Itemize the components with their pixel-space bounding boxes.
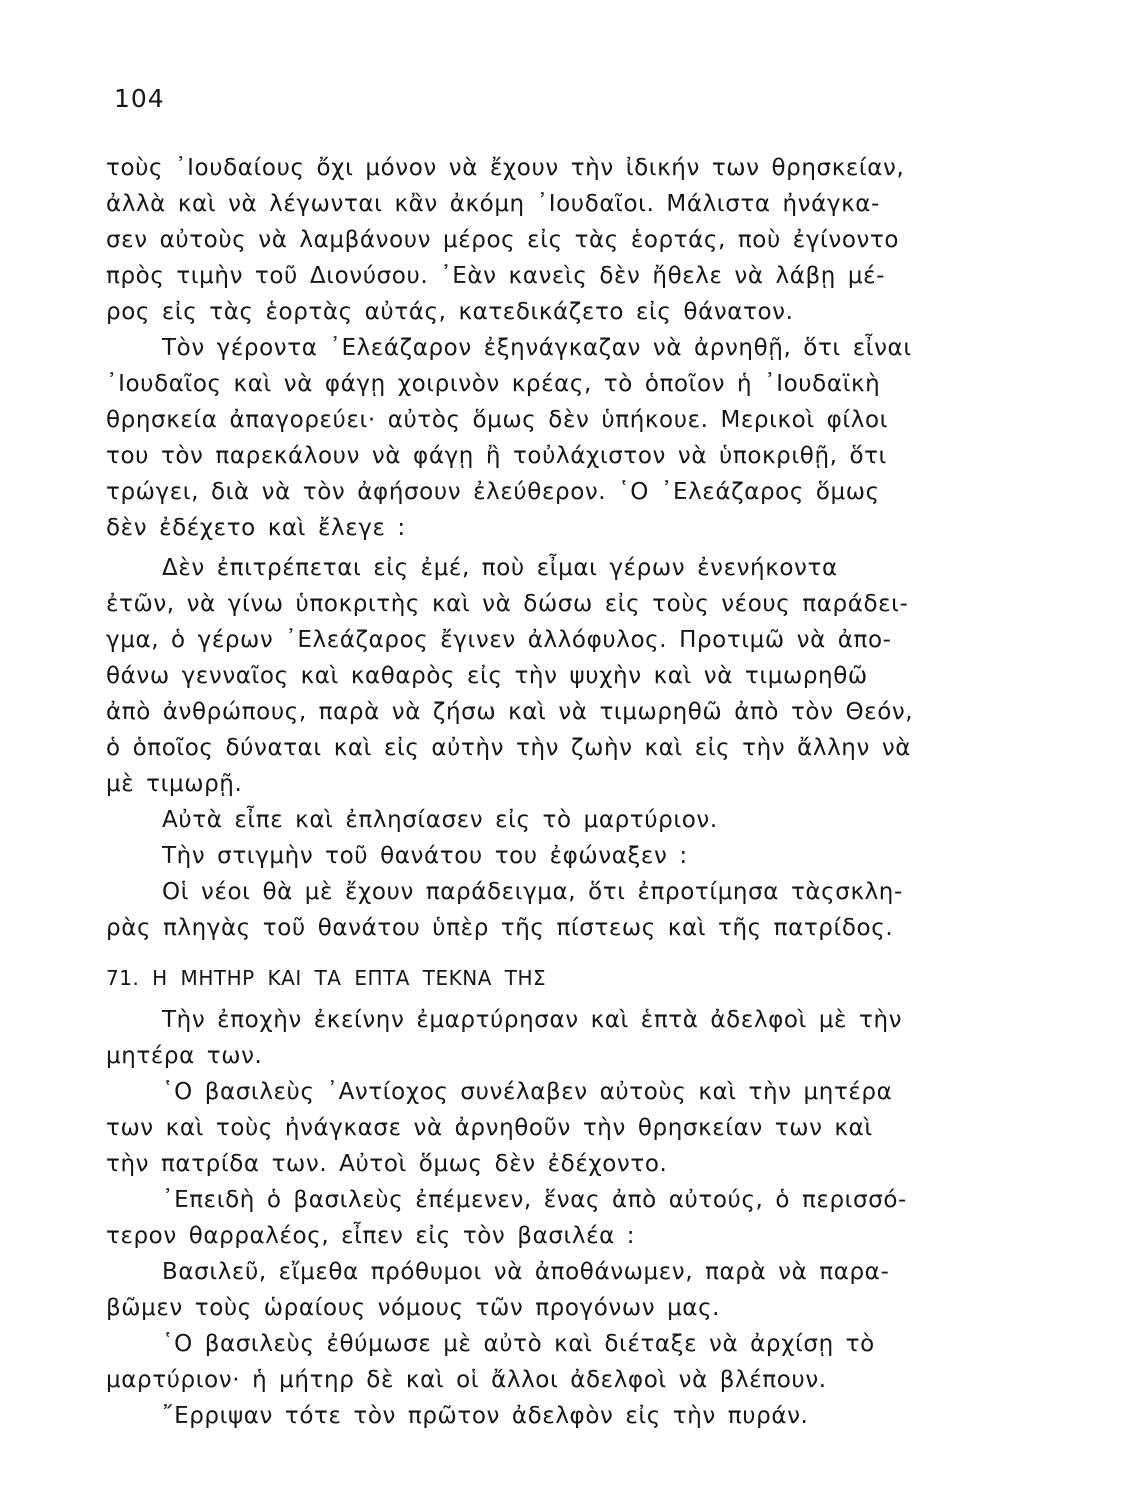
text-line: γμα, ὁ γέρων ᾿Ελεάζαρος ἔγινεν ἀλλόφυλος. Προτιμῶ νὰ ἀπο-	[106, 627, 892, 653]
paragraph	[106, 838, 1028, 874]
paragraph	[106, 1326, 1028, 1398]
text-line: θρησκεία ἀπαγορεύει· αὐτὸς ὅμως δὲν ὑπήκουε. Μερικοὶ φίλοι	[106, 407, 889, 433]
section-heading: 71. Η ΜΗΤΗΡ ΚΑΙ ΤΑ ΕΠΤΑ ΤΕΚΝΑ ΤΗΣ	[106, 966, 547, 990]
text-line: μαρτύριον· ἡ μήτηρ δὲ καὶ οἱ ἄλλοι ἀδελφοὶ νὰ βλέπουν.	[106, 1367, 827, 1393]
text-line: Βασιλεῦ, εἴμεθα πρόθυμοι νὰ ἀποθάνωμεν, παρὰ νὰ παρα-	[162, 1259, 890, 1285]
text-line: ᾿Ιουδαῖος καὶ νὰ φάγῃ χοιρινὸν κρέας, τὸ ὁποῖον ἡ ᾿Ιουδαϊκὴ	[106, 371, 881, 397]
text-line: τρώγει, διὰ νὰ τὸν ἀφήσουν ἐλεύθερον. ῾Ο ᾿Ελεάζαρος ὅμως	[106, 479, 880, 505]
paragraph	[106, 802, 1028, 838]
paragraph	[106, 1002, 1028, 1074]
text-line: μὲ τιμωρῇ.	[106, 771, 243, 797]
text-line: ὁ ὁποῖος δύναται καὶ εἰς αὐτὴν τὴν ζωὴν καὶ εἰς τὴν ἄλλην νὰ	[106, 735, 912, 761]
page-number: 104	[114, 84, 165, 113]
text-line: δὲν ἐδέχετο καὶ ἔλεγε :	[106, 515, 406, 541]
paragraph	[106, 874, 1028, 946]
text-line: ἀπὸ ἀνθρώπους, παρὰ νὰ ζήσω καὶ νὰ τιμωρηθῶ ἀπὸ τὸν Θεόν,	[106, 699, 914, 725]
text-line: σεν αὐτοὺς νὰ λαμβάνουν μέρος εἰς τὰς ἑορτάς, ποὺ ἐγίνοντο	[106, 227, 900, 253]
text-line: Τὴν στιγμὴν τοῦ θανάτου του ἐφώναξεν :	[162, 843, 688, 869]
text-line: ἐτῶν, νὰ γίνω ὑποκριτὴς καὶ νὰ δώσω εἰς τοὺς νέους παράδει-	[106, 591, 909, 617]
text-line: πρὸς τιμὴν τοῦ Διονύσου. ᾿Εὰν κανεὶς δὲν ἤθελε νὰ λάβῃ μέ-	[106, 263, 886, 289]
text-line: μητέρα των.	[106, 1043, 263, 1069]
text-line: ρὰς πληγὰς τοῦ θανάτου ὑπὲρ τῆς πίστεως καὶ τῆς πατρίδος.	[106, 915, 894, 941]
text-line: των καὶ τοὺς ἠνάγκασε νὰ ἀρνηθοῦν τὴν θρησκείαν των καὶ	[106, 1115, 873, 1141]
text-line: Τὸν γέροντα ᾿Ελεάζαρον ἐξηνάγκαζαν νὰ ἀρνηθῇ, ὅτι εἶναι	[162, 335, 912, 361]
paragraph	[106, 1182, 1028, 1254]
text-line: ῎Ερριψαν τότε τὸν πρῶτον ἀδελφὸν εἰς τὴν πυράν.	[162, 1403, 809, 1429]
body-text	[106, 150, 1028, 1434]
text-line: τοὺς ᾿Ιουδαίους ὄχι μόνον νὰ ἔχουν τὴν ἰδικήν των θρησκείαν,	[106, 155, 905, 181]
text-line: τὴν πατρίδα των. Αὐτοὶ ὅμως δὲν ἐδέχοντο.	[106, 1151, 668, 1177]
text-line: Αὐτὰ εἶπε καὶ ἐπλησίασεν εἰς τὸ μαρτύριον.	[162, 807, 718, 833]
text-line: του τὸν παρεκάλουν νὰ φάγῃ ἢ τοὐλάχιστον νὰ ὑποκριθῇ, ὅτι	[106, 443, 887, 469]
text-line: τερον θαρραλέος, εἶπεν εἰς τὸν βασιλέα :	[106, 1223, 636, 1249]
paragraph	[106, 150, 1028, 330]
text-line: Οἱ νέοι θὰ μὲ ἔχουν παράδειγμα, ὅτι ἐπροτίμησα τὰςσκλη-	[162, 879, 903, 905]
paragraph	[106, 1254, 1028, 1326]
paragraph	[106, 550, 1028, 802]
paragraph	[106, 330, 1028, 546]
text-line: ῾Ο βασιλεὺς ἐθύμωσε μὲ αὐτὸ καὶ διέταξε νὰ ἀρχίσῃ τὸ	[162, 1331, 875, 1357]
text-line: βῶμεν τοὺς ὡραίους νόμους τῶν προγόνων μας.	[106, 1295, 721, 1321]
text-line: ρος εἰς τὰς ἑορτὰς αὐτάς, κατεδικάζετο εἰς θάνατον.	[106, 299, 794, 325]
text-line: Τὴν ἐποχὴν ἐκείνην ἐμαρτύρησαν καὶ ἑπτὰ ἀδελφοὶ μὲ τὴν	[162, 1007, 903, 1033]
text-line: ᾿Επειδὴ ὁ βασιλεὺς ἐπέμενεν, ἕνας ἀπὸ αὐτούς, ὁ περισσό-	[162, 1187, 907, 1213]
paragraph	[106, 1074, 1028, 1182]
text-line: ῾Ο βασιλεὺς ᾿Αντίοχος συνέλαβεν αὐτοὺς καὶ τὴν μητέρα	[162, 1079, 893, 1105]
text-line: Δὲν ἐπιτρέπεται εἰς ἐμέ, ποὺ εἶμαι γέρων ἐνενήκοντα	[162, 555, 838, 581]
text-line: θάνω γενναῖος καὶ καθαρὸς εἰς τὴν ψυχὴν καὶ νὰ τιμωρηθῶ	[106, 663, 868, 689]
text-line: ἀλλὰ καὶ νὰ λέγωνται κἂν ἀκόμη ᾿Ιουδαῖοι. Μάλιστα ἠνάγκα-	[106, 191, 880, 217]
paragraph	[106, 1398, 1028, 1434]
